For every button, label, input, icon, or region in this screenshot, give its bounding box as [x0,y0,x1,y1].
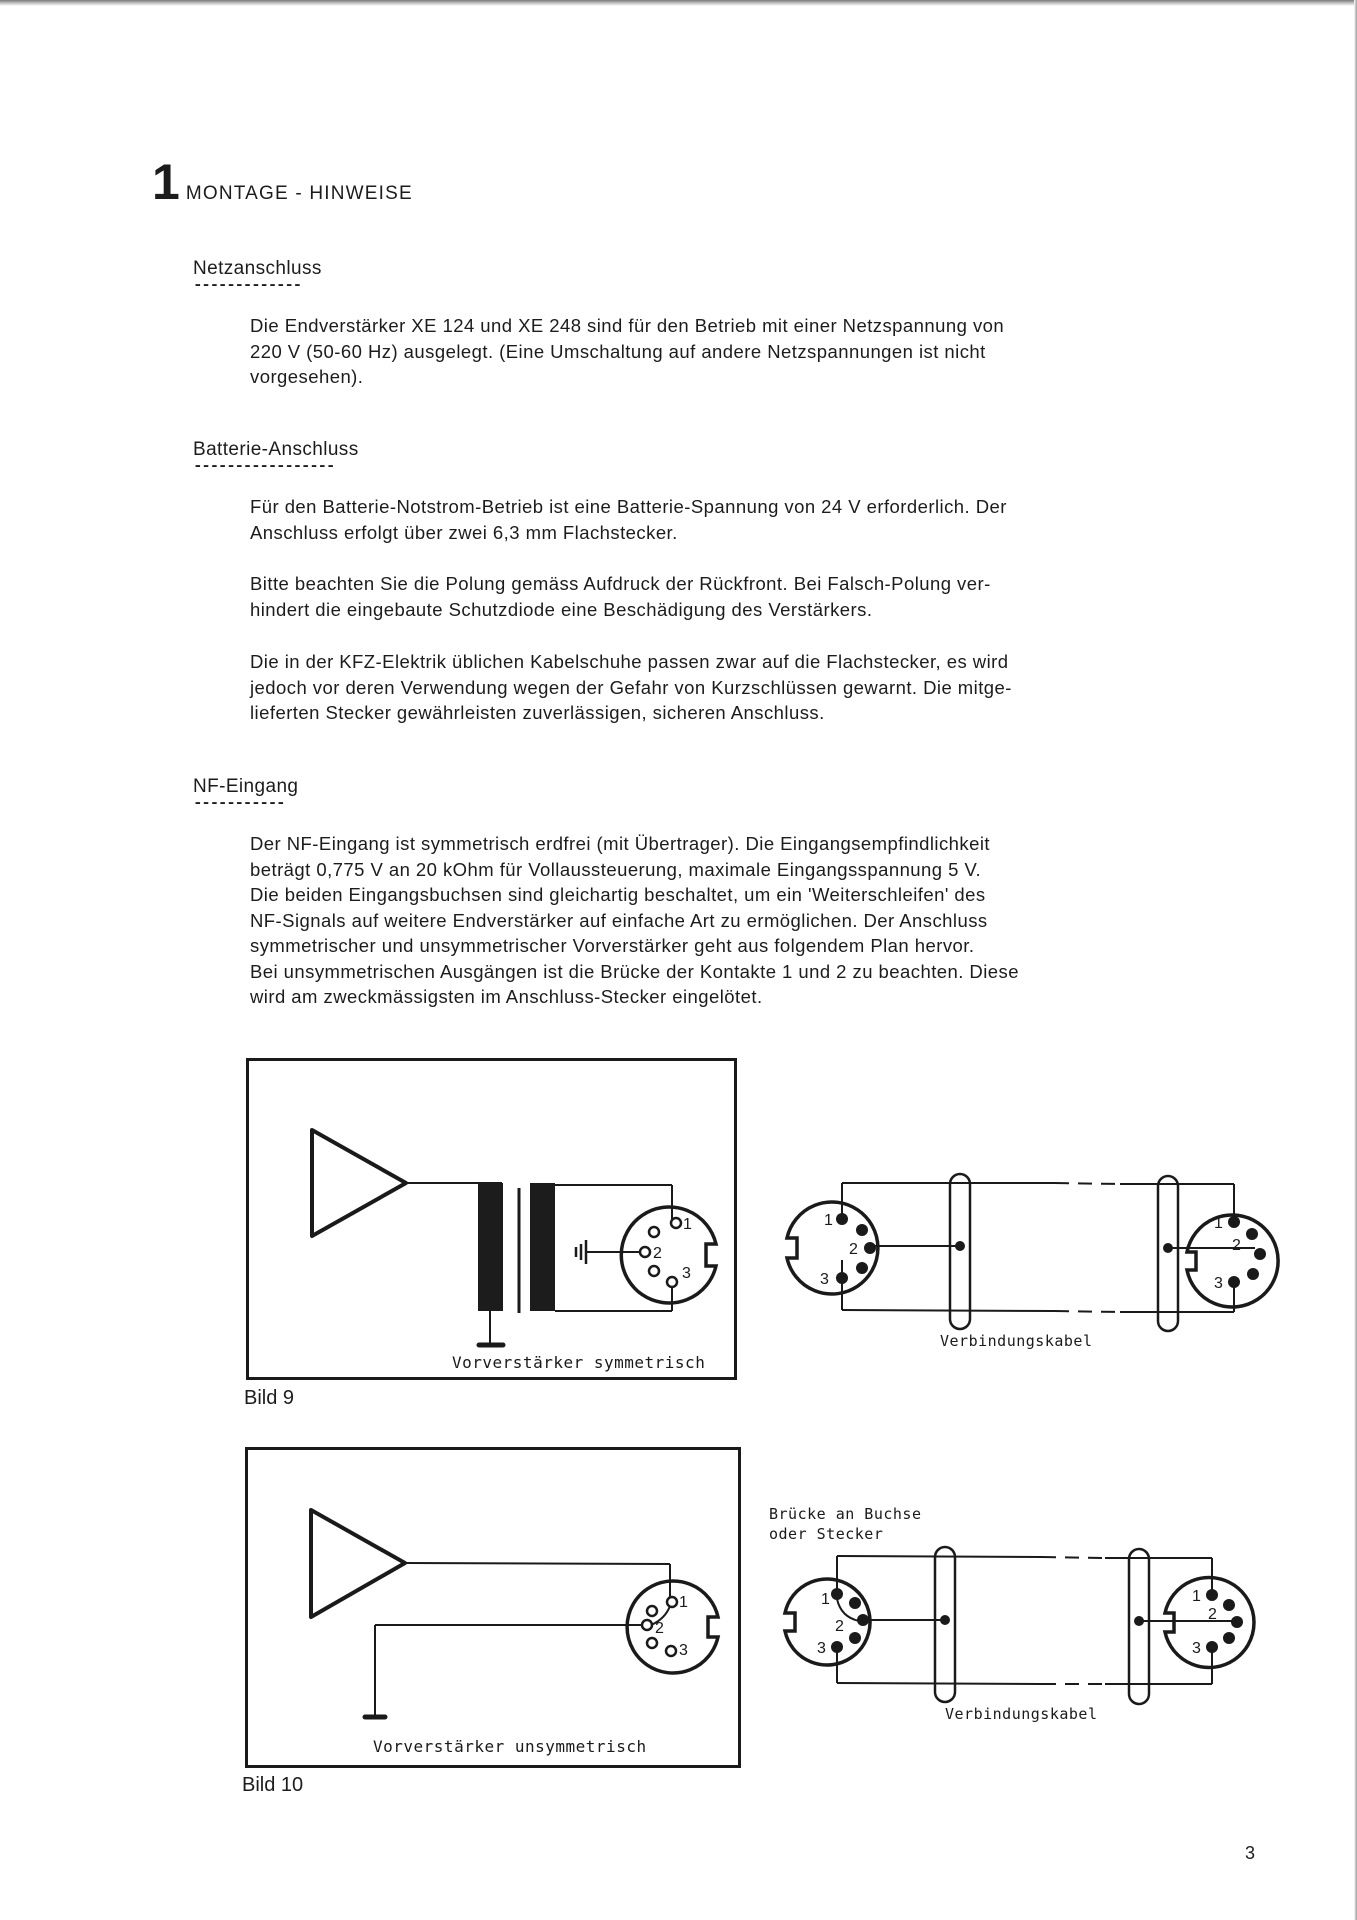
pin-label-3: 3 [682,1265,691,1282]
shield-junction [1134,1616,1144,1626]
figure-9-schematic [246,1058,737,1380]
amplifier-icon [311,1510,405,1617]
pin-label-1: 1 [679,1594,688,1611]
pin-label-1: 1 [1192,1588,1201,1605]
plug-pin-2 [1254,1248,1266,1260]
paragraph-batterie-2: Bitte beachten Sie die Polung gemäss Aufdruck der Rückfront. Bei Falsch-Polung ver- hindert die eingebaute Schutzdiode eine Beschädigung des Verstärkers. [250,573,991,620]
cable-wire-top-dashed [1055,1183,1120,1184]
shield-junction [1163,1243,1173,1253]
socket-pin-2 [642,1620,652,1630]
section-heading-underline: ------------- [193,276,301,294]
figure-9-caption: Bild 9 [244,1387,295,1409]
plug-pin-2 [1231,1616,1243,1628]
plug-pin-2 [864,1242,876,1254]
pin-label-1: 1 [821,1591,830,1608]
cable-wire-bottom [842,1310,1055,1311]
section-heading-text: Netzanschluss [193,258,322,279]
cable-shield-right [1158,1176,1178,1331]
bridge-note-line1: Brücke an Buchse [769,1505,922,1523]
cable-shield-right [1129,1549,1149,1704]
pin-label-3: 3 [820,1271,829,1288]
cable-wire-bottom-dashed [1055,1311,1120,1312]
plug-pin [849,1597,861,1609]
plug-pin [849,1632,861,1644]
section-heading-underline: ----------------- [193,457,335,475]
figure-9-cable-diagram [780,1160,1300,1350]
cable-label: Verbindungskabel [945,1705,1098,1723]
cable-label: Verbindungskabel [940,1332,1093,1350]
pin-label-2: 2 [653,1245,662,1262]
plug-pin [1246,1228,1258,1240]
shield-junction [955,1241,965,1251]
cable-wire-top-dashed [1042,1557,1105,1558]
figure-10-schematic [245,1447,741,1768]
paragraph-batterie-1: Für den Batterie-Notstrom-Betrieb ist eine Batterie-Spannung von 24 V erforderlich. Der Anschluss erfolgt über zwei 6,3 mm Flachstecker. [250,496,1007,543]
socket-pin [647,1606,657,1616]
cable-shield-left [950,1174,970,1329]
pin-label-2: 2 [655,1620,664,1637]
page-top-edge [0,0,1357,6]
paragraph-batterie-3: Die in der KFZ-Elektrik üblichen Kabelschuhe passen zwar auf die Flachstecker, es wird jedoch vor deren Verwendung wegen der Gefahr von Kurzschlüssen gewarnt. Die mitge- lieferten Stecker gewährleisten zuverlässigen, sicheren Anschluss. [250,651,1012,723]
section-heading-netzanschluss [193,258,322,294]
pin-label-2: 2 [1232,1237,1241,1254]
plug-pin-3 [836,1272,848,1284]
transformer-secondary-winding [530,1183,555,1311]
socket-pin-1 [671,1218,681,1228]
page-number: 3 [1245,1843,1256,1863]
section-heading-nf-eingang [193,776,299,812]
socket-pin [649,1227,659,1237]
pin-label-3: 3 [1192,1640,1201,1657]
socket-pin-1 [667,1597,677,1607]
plug-pin-1 [1228,1216,1240,1228]
pin-label-1: 1 [824,1212,833,1229]
pin-label-1: 1 [1214,1215,1223,1232]
plug-pin [1223,1599,1235,1611]
figure-10-cable-diagram [755,1495,1315,1725]
socket-pin-3 [666,1646,676,1656]
amplifier-icon [312,1130,406,1236]
pin-label-3: 3 [1214,1275,1223,1292]
din-socket-icon [627,1581,718,1673]
socket-pin-3 [667,1277,677,1287]
chapter-heading [152,154,413,210]
pin-label-2: 2 [835,1618,844,1635]
section-heading-text: NF-Eingang [193,776,299,797]
plug-pin-3 [1206,1641,1218,1653]
signal-wire [405,1563,670,1564]
pin-label-3: 3 [679,1642,688,1659]
din-plug-right-icon [1187,1215,1278,1307]
chapter-number: 1 [152,154,178,210]
bridge-note-line2: oder Stecker [769,1525,884,1543]
plug-pin-3 [831,1641,843,1653]
section-heading-batterie-anschluss [193,439,359,475]
shield-junction [940,1615,950,1625]
plug-pin-3 [1228,1276,1240,1288]
figure-10-box [245,1447,741,1768]
figure-9-box-label: Vorverstärker symmetrisch [452,1353,706,1372]
plug-pin [856,1262,868,1274]
transformer-primary-winding [478,1183,503,1311]
pin-label-1: 1 [683,1216,692,1233]
pin-label-2: 2 [849,1241,858,1258]
chapter-title: MONTAGE - HINWEISE [185,183,413,204]
plug-pin-1 [1206,1589,1218,1601]
din-socket-icon [621,1207,716,1303]
figure-9-box [246,1058,737,1380]
plug-pin [1247,1268,1259,1280]
cable-wire-top [837,1556,1042,1557]
figure-10-box-label: Vorverstärker unsymmetrisch [373,1737,647,1756]
socket-pin-2 [640,1247,650,1257]
section-heading-text: Batterie-Anschluss [193,439,359,460]
plug-pin-1 [836,1213,848,1225]
plug-pin [1223,1632,1235,1644]
section-heading-underline: ----------- [193,794,285,812]
plug-pin-1 [831,1588,843,1600]
socket-pin [649,1266,659,1276]
plug-pin [856,1224,868,1236]
pin-label-2: 2 [1208,1606,1217,1623]
cable-wire-bottom [837,1683,1042,1684]
paragraph-nf-eingang: Der NF-Eingang ist symmetrisch erdfrei (mit Übertrager). Die Eingangsempfindlichkeit beträgt 0,775 V an 20 kOhm für Vollaussteuerung, maximale Eingangsspannung 5 V. Die beiden Eingangsbuchsen sind gleichartig beschaltet, um ein 'Weiterschleifen' des NF-Signals auf weitere Endverstärker auf einfache Art zu ermöglichen. Der Anschluss symmetrischer und unsymmetrischer Vorverstärker geht aus folgendem Plan hervor. Bei unsymmetrischen Ausgängen ist die Brücke der Kontakte 1 und 2 zu beachten. Diese wird am zweckmässigsten im Anschluss-Stecker eingelötet. [250,833,1019,1007]
pin-label-3: 3 [817,1640,826,1657]
socket-pin [647,1638,657,1648]
paragraph-netzanschluss: Die Endverstärker XE 124 und XE 248 sind für den Betrieb mit einer Netzspannung von 220 V (50-60 Hz) ausgelegt. (Eine Umschaltung auf andere Netzspannungen ist nicht vorgesehen). [250,315,1005,387]
figure-10-caption: Bild 10 [242,1774,304,1796]
